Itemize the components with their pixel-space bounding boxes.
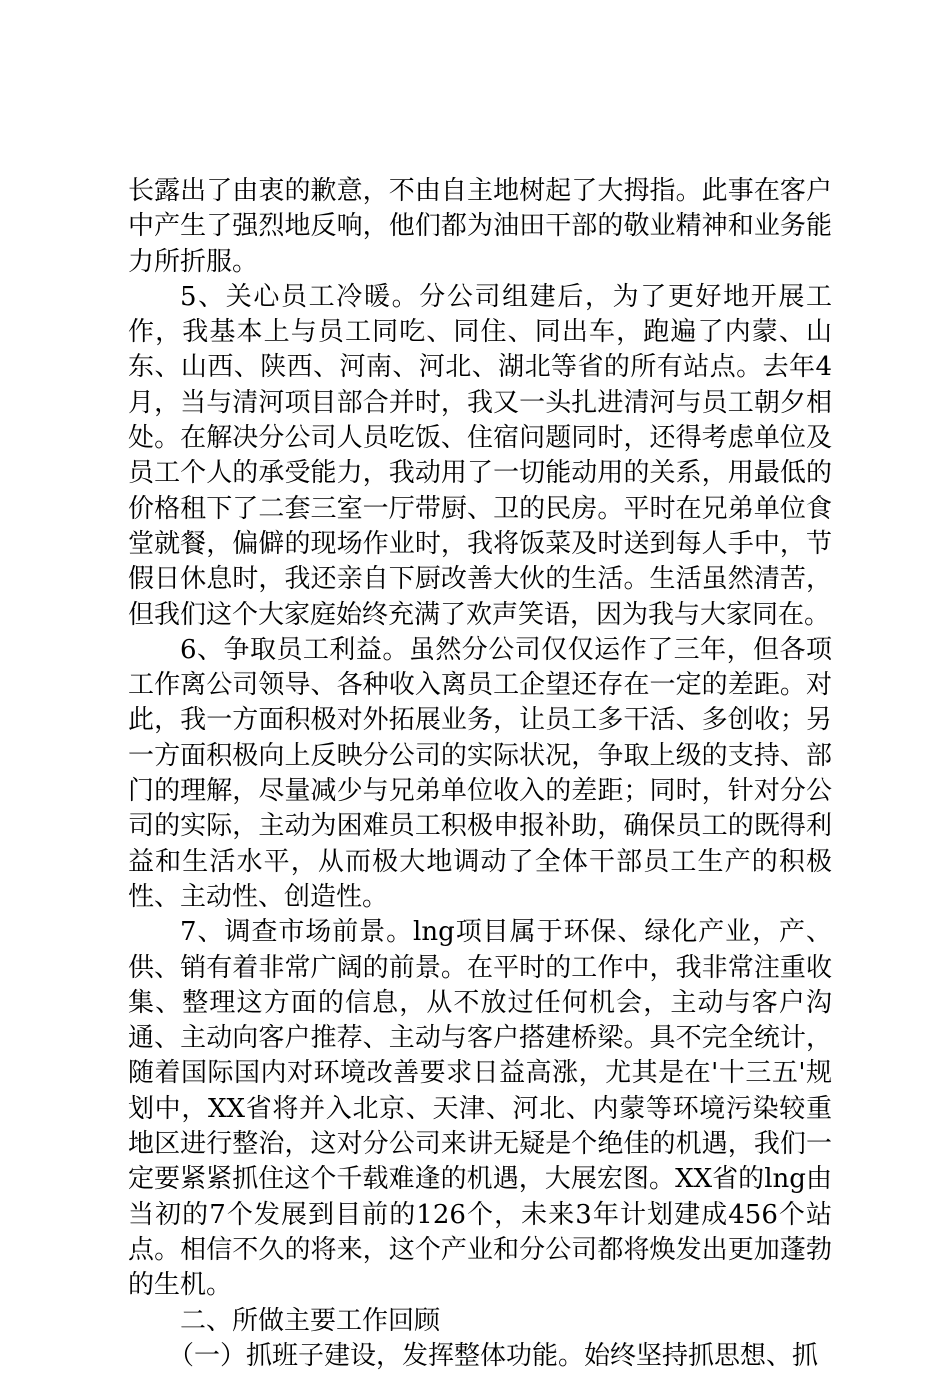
paragraph-item-5: 5、关心员工冷暖。分公司组建后，为了更好地开展工作，我基本上与员工同吃、同住、同出车，跑遍了内蒙、山东、山西、陕西、河南、河北、湖北等省的所有站点。去年4月，当与清河项目部合并时，我又一头扎进清河与员工朝夕相处。在解决分公司人员吃饭、住宿问题同时，还得考虑单位及员工个人的承受能力，我动用了一切能动用的关系，用最低的价格租下了二套三室一厅带厨、卫的民房。平时在兄弟单位食堂就餐，偏僻的现场作业时，我将饭菜及时送到每人手中，节假日休息时，我还亲自下厨改善大伙的生活。生活虽然清苦，但我们这个大家庭始终充满了欢声笑语，因为我与大家同在。 [128, 281, 832, 630]
paragraph-item-7: 7、调查市场前景。lng项目属于环保、绿化产业，产、供、销有着非常广阔的前景。在平时的工作中，我非常注重收集、整理这方面的信息，从不放过任何机会，主动与客户沟通、主动向客户推荐、主动与客户搭建桥梁。具不完全统计，随着国际国内对环境改善要求日益高涨，尤其是在'十三五'规划中，XX省将并入北京、天津、河北、内蒙等环境污染较重地区进行整治，这对分公司来讲无疑是个绝佳的机遇，我们一定要紧紧抓住这个千载难逢的机遇，大展宏图。XX省的lng由当初的7个发展到目前的126个，未来3年计划建成456个站点。相信不久的将来，这个产业和分公司都将焕发出更加蓬勃的生机。 [128, 917, 832, 1301]
body-text [128, 174, 832, 1374]
paragraph-item-6: 6、争取员工利益。虽然分公司仅仅运作了三年，但各项工作离公司领导、各种收入离员工企望还存在一定的差距。对此，我一方面积极对外拓展业务，让员工多干活、多创收；另一方面积极向上反映分公司的实际状况，争取上级的支持、部门的理解，尽量减少与兄弟单位收入的差距；同时，针对分公司的实际，主动为困难员工积极申报补助，确保员工的既得利益和生活水平，从而极大地调动了全体干部员工生产的积极性、主动性、创造性。 [128, 634, 832, 912]
section-heading-2: 二、所做主要工作回顾 [180, 1305, 441, 1336]
paragraph-continuation: 长露出了由衷的歉意，不由自主地树起了大拇指。此事在客户中产生了强烈地反响，他们都为油田干部的敬业精神和业务能力所折服。 [128, 176, 832, 277]
subsection-heading-1: （一）抓班子建设，发挥整体功能。始终坚持抓思想、抓 [168, 1340, 819, 1371]
